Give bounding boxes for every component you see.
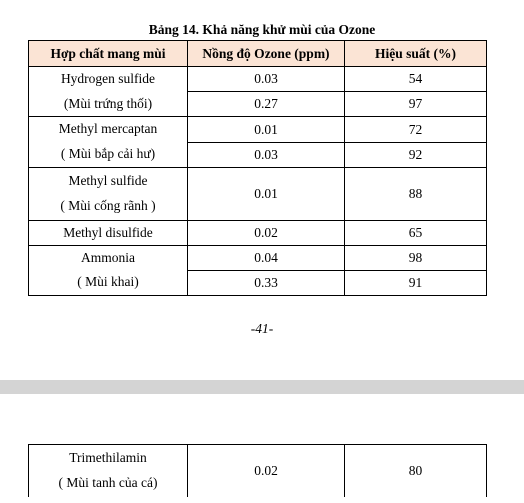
- ozone-cell: 0.01: [188, 167, 345, 220]
- table-row: [29, 117, 487, 142]
- ozone-cell: 0.02: [188, 445, 345, 498]
- compound-odor: ( Mùi bắp cải hư): [60, 146, 156, 162]
- efficiency-cell: 54: [345, 67, 487, 92]
- table-row: [29, 67, 487, 92]
- compound-cell: [29, 445, 188, 498]
- compound-odor: ( Mùi tanh của cá): [58, 475, 158, 490]
- table-row: [29, 445, 487, 498]
- ozone-cell: 0.04: [188, 245, 345, 270]
- compound-cell: [29, 245, 188, 295]
- compound-cell: [29, 117, 188, 167]
- efficiency-cell: 98: [345, 245, 487, 270]
- table-row: [29, 220, 487, 245]
- ozone-cell: 0.03: [188, 142, 345, 167]
- ozone-table-continued: [28, 444, 487, 497]
- efficiency-cell: 92: [345, 142, 487, 167]
- compound-name: Trimethilamin: [69, 450, 147, 466]
- efficiency-cell: 91: [345, 270, 487, 295]
- compound-name: Methyl disulfide: [29, 220, 188, 245]
- compound-odor: (Mùi trứng thối): [63, 95, 153, 111]
- header-efficiency: Hiệu suất (%): [345, 41, 487, 67]
- ozone-cell: 0.01: [188, 117, 345, 142]
- header-ozone: Nồng độ Ozone (ppm): [188, 41, 345, 67]
- ozone-cell: 0.27: [188, 92, 345, 117]
- page-number: -41-: [250, 321, 274, 336]
- ozone-cell: 0.33: [188, 270, 345, 295]
- efficiency-cell: 80: [345, 445, 487, 498]
- ozone-cell: 0.02: [188, 220, 345, 245]
- ozone-cell: 0.03: [188, 67, 345, 92]
- table-header-row: [29, 41, 487, 67]
- table-row: [29, 245, 487, 270]
- efficiency-cell: 88: [345, 167, 487, 220]
- ozone-table: [28, 40, 487, 296]
- compound-odor: ( Mùi cống rãnh ): [60, 197, 156, 213]
- compound-cell: [29, 167, 188, 220]
- header-compound: Hợp chất mang mùi: [29, 41, 188, 67]
- compound-name: Methyl mercaptan: [58, 121, 158, 137]
- efficiency-cell: 97: [345, 92, 487, 117]
- page-separator: [0, 380, 524, 394]
- efficiency-cell: 72: [345, 117, 487, 142]
- next-document-page: [0, 394, 524, 503]
- compound-name: Ammonia: [81, 249, 135, 265]
- table-caption: Bảng 14. Khả năng khử mùi của Ozone: [148, 22, 376, 37]
- efficiency-cell: 65: [345, 220, 487, 245]
- compound-name: Methyl sulfide: [68, 173, 148, 189]
- compound-odor: ( Mùi khai): [77, 274, 139, 290]
- compound-name: Hydrogen sulfide: [60, 71, 156, 86]
- compound-cell: [29, 67, 188, 117]
- table-row: [29, 167, 487, 220]
